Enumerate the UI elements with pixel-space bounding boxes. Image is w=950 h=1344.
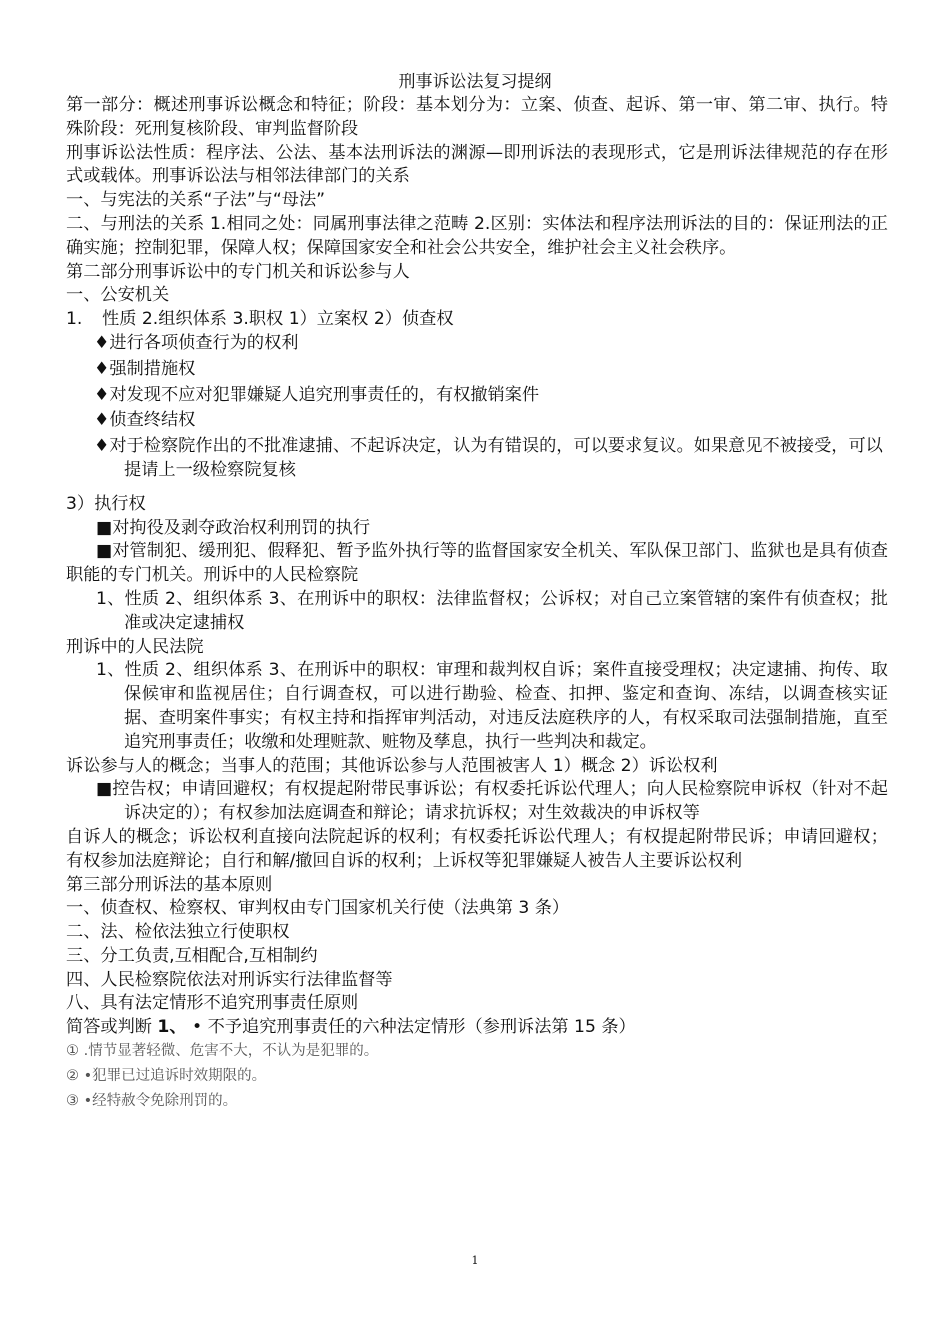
list-item: ♦对于检察院作出的不批准逮捕、不起诉决定，认为有错误的，可以要求复议。如果意见不被接受，可以提请上一级检察院复核 [94,436,883,480]
list-item: ② •犯罪已过追诉时效期限的。 [66,1068,267,1085]
principle-item: 一、侦查权、检察权、审判权由专门国家机关行使（法典第 3 条） [66,898,570,919]
list-item: ♦侦查终结权 [94,410,196,431]
list-item: ③ •经特赦令免除刑罚的。 [66,1093,238,1110]
police-powers-line [66,308,888,332]
list-item: ■对拘役及剥夺政治权利刑罚的执行 [96,517,371,538]
paragraph-part-one: 第一部分：概述刑事诉讼概念和特征；阶段：基本划分为：立案、侦查、起诉、第一审、第二审、执行。特殊阶段：死刑复核阶段、审判监督阶段 [66,95,888,139]
list-item: ■对管制犯、缓刑犯、假释犯、暂予监外执行等的监督国家安全机关、军队保卫部门、监狱也是具有侦查职能的专门机关。刑诉中的人民检察院 [66,541,888,586]
heading-constitution: 一、与宪法的关系“子法”与“母法” [66,190,326,211]
heading-execution-power: 3）执行权 [66,493,146,514]
heading-part-two: 第二部分刑事诉讼中的专门机关和诉讼参与人 [66,261,410,282]
question-heading [66,1016,888,1040]
question-prefix: 简答或判断 [66,1017,158,1038]
list-item: ♦进行各项侦查行为的权利 [94,332,299,353]
principle-item: 三、分工负责,互相配合,互相制约 [66,945,318,966]
procuratorate-powers: 1、性质 2、组织体系 3、在刑诉中的职权：法律监督权；公诉权；对自己立案管辖的案件有侦查权；批准或决定逮捕权 [96,588,888,633]
heading-court: 刑诉中的人民法院 [66,636,204,657]
police-powers-text: 性质 2.组织体系 3.职权 1）立案权 2）侦查权 [102,309,454,330]
principle-item: 八、具有法定情形不追究刑事责任原则 [66,993,359,1014]
list-item: ♦强制措施权 [94,358,196,379]
paragraph-participants: 诉讼参与人的概念；当事人的范围；其他诉讼参与人范围被害人 1）概念 2）诉讼权利 [66,755,718,776]
list-number: 1. [66,309,83,330]
paragraph-private-prosecutor: 自诉人的概念；诉讼权利直接向法院起诉的权利；有权委托诉讼代理人；有权提起附带民诉；申请回避权；有权参加法庭辩论；自行和解/撤回自诉的权利；上诉权等犯罪嫌疑人被告人主要诉讼权利 [66,826,888,871]
question-text: • 不予追究刑事责任的六种法定情形（参刑诉法第 15 条） [186,1017,636,1038]
paragraph-nature: 刑事诉讼法性质：程序法、公法、基本法刑诉法的渊源—即刑诉法的表现形式，它是刑诉法律规范的存在形式或载体。刑事诉讼法与相邻法律部门的关系 [66,142,888,187]
list-item: ① .情节显著轻微、危害不大，不认为是犯罪的。 [66,1043,379,1060]
page-number: 1 [471,1254,479,1267]
principle-item: 二、法、检依法独立行使职权 [66,922,290,943]
document-body [66,94,888,1112]
paragraph-criminal-law: 二、与刑法的关系 1.相同之处：同属刑事法律之范畴 2.区别：实体法和程序法刑诉法的目的：保证刑法的正确实施；控制犯罪，保障人权；保障国家安全和社会公共安全，维护社会主义社会秩序。 [66,213,888,258]
list-item: ♦对发现不应对犯罪嫌疑人追究刑事责任的，有权撤销案件 [94,384,540,405]
heading-police: 一、公安机关 [66,285,170,306]
court-powers: 1、性质 2、组织体系 3、在刑诉中的职权：审理和裁判权自诉；案件直接受理权；决定逮捕、拘传、取保候审和监视居住；自行调查权，可以进行勘验、检查、扣押、鉴定和查询、冻结，以调查核实证据、查明案件事实；有权主持和指挥审判活动，对违反法庭秩序的人，有权采取司法强制措施，直至追究刑事责任；收缴和处理赃款、赃物及孳息，执行一些判决和裁定。 [96,660,888,752]
document-title: 刑事诉讼法复习提纲 [398,72,552,92]
heading-part-three: 第三部分刑诉法的基本原则 [66,874,273,895]
list-item: ■控告权；申请回避权；有权提起附带民事诉讼；有权委托诉讼代理人；向人民检察院申诉权（针对不起诉决定的）；有权参加法庭调查和辩论；请求抗诉权；对生效裁决的申诉权等 [96,779,888,824]
principle-item: 四、人民检察院依法对刑诉实行法律监督等 [66,969,393,990]
question-number: 1、 [157,1017,187,1038]
